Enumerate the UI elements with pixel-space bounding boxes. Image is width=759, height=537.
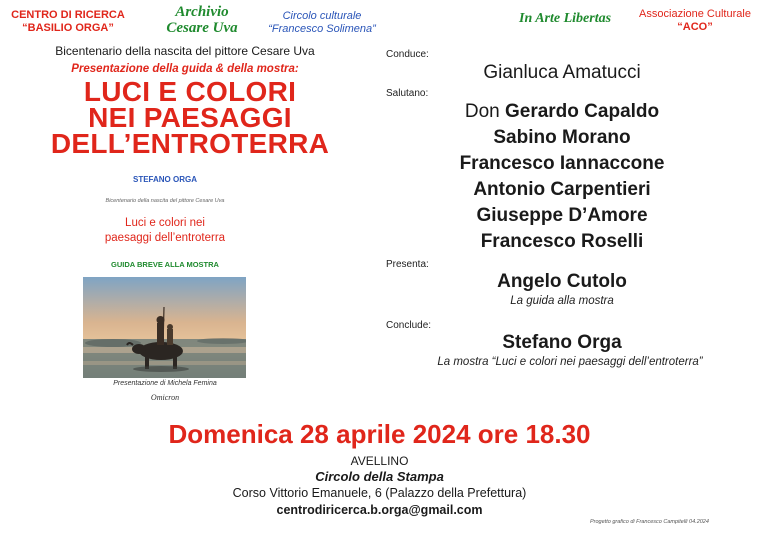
org-associazione-aco: [636, 8, 754, 34]
event-date: Domenica 28 aprile 2024 ore 18.30: [168, 419, 591, 449]
org-archivio: [152, 4, 252, 36]
salutano-item: [397, 177, 727, 203]
book-subtitle: Bicentenario della nascita del pittore Cesare Uva: [105, 198, 225, 204]
presenta-label: Presenta:: [386, 259, 429, 270]
conduce-label: Conduce:: [386, 49, 429, 60]
contact-email[interactable]: centrodiricerca.b.orga@gmail.com: [276, 503, 483, 517]
event-city: AVELLINO: [350, 454, 409, 468]
salutano-item: [397, 99, 727, 125]
org-circolo-solimena: [262, 10, 382, 36]
org-in-arte-libertas: In Arte Libertas: [519, 11, 612, 26]
salutano-list: [397, 99, 727, 255]
presenta-sub: La guida alla mostra: [510, 295, 614, 307]
painting-illustration: [83, 277, 246, 378]
main-title-line1: LUCI E COLORI: [83, 76, 297, 107]
presentazione-line: Presentazione della guida & della mostra:: [71, 63, 299, 75]
org-archivio-line2: Cesare Uva: [166, 20, 238, 36]
org-centro-ricerca: [8, 9, 128, 35]
org-circolo-line2: “Francesco Solimena”: [268, 23, 376, 35]
conclude-sub: La mostra “Luci e colori nei paesaggi dell’entroterra”: [437, 356, 703, 368]
book-publisher: Omicron: [150, 393, 180, 402]
salutano-name: Antonio Carpentieri: [473, 179, 651, 200]
salutano-prefix: Don: [464, 101, 505, 122]
salutano-item: [397, 125, 727, 151]
main-title: [20, 76, 360, 159]
book-painting: [83, 277, 246, 378]
main-title-line2: NEI PAESAGGI: [88, 102, 292, 133]
org-archivio-line1: Archivio: [175, 4, 229, 20]
design-credit: Progetto grafico di Francesco Campitelli 04.2024: [590, 519, 709, 525]
conclude-label: Conclude:: [386, 320, 432, 331]
org-centro-ricerca-line2: “BASILIO ORGA”: [22, 22, 114, 34]
salutano-name: Gerardo Capaldo: [504, 101, 660, 122]
org-aco-line2: “ACO”: [677, 21, 713, 33]
main-title-line3: DELL’ENTROTERRA: [50, 128, 330, 159]
book-author: STEFANO ORGA: [132, 175, 197, 184]
book-title-line1: Luci e colori nei: [125, 217, 205, 229]
org-centro-ricerca-line1: CENTRO DI RICERCA: [11, 9, 125, 21]
salutano-label: Salutano:: [386, 88, 429, 99]
salutano-name: Sabino Morano: [493, 127, 631, 148]
conclude-name: Stefano Orga: [502, 332, 622, 353]
book-title: [80, 216, 250, 246]
event-venue: Circolo della Stampa: [315, 469, 444, 484]
book-presentation: Presentazione di Michela Femina: [113, 380, 217, 387]
org-aco-line1: Associazione Culturale: [639, 8, 751, 20]
book-title-line2: paesaggi dell’entroterra: [104, 232, 226, 244]
event-address: Corso Vittorio Emanuele, 6 (Palazzo della Prefettura): [232, 486, 527, 500]
salutano-name: Francesco Iannaccone: [459, 153, 665, 174]
salutano-item: [397, 151, 727, 177]
salutano-name: Francesco Roselli: [480, 231, 644, 252]
presenta-name: Angelo Cutolo: [497, 271, 627, 292]
salutano-name: Giuseppe D’Amore: [476, 205, 648, 226]
bicentenario-line: Bicentenario della nascita del pittore Cesare Uva: [55, 44, 315, 58]
salutano-item: [397, 229, 727, 255]
org-circolo-line1: Circolo culturale: [282, 10, 362, 22]
conduce-name: Gianluca Amatucci: [483, 62, 641, 83]
salutano-item: [397, 203, 727, 229]
book-guide-label: GUIDA BREVE ALLA MOSTRA: [111, 260, 219, 269]
